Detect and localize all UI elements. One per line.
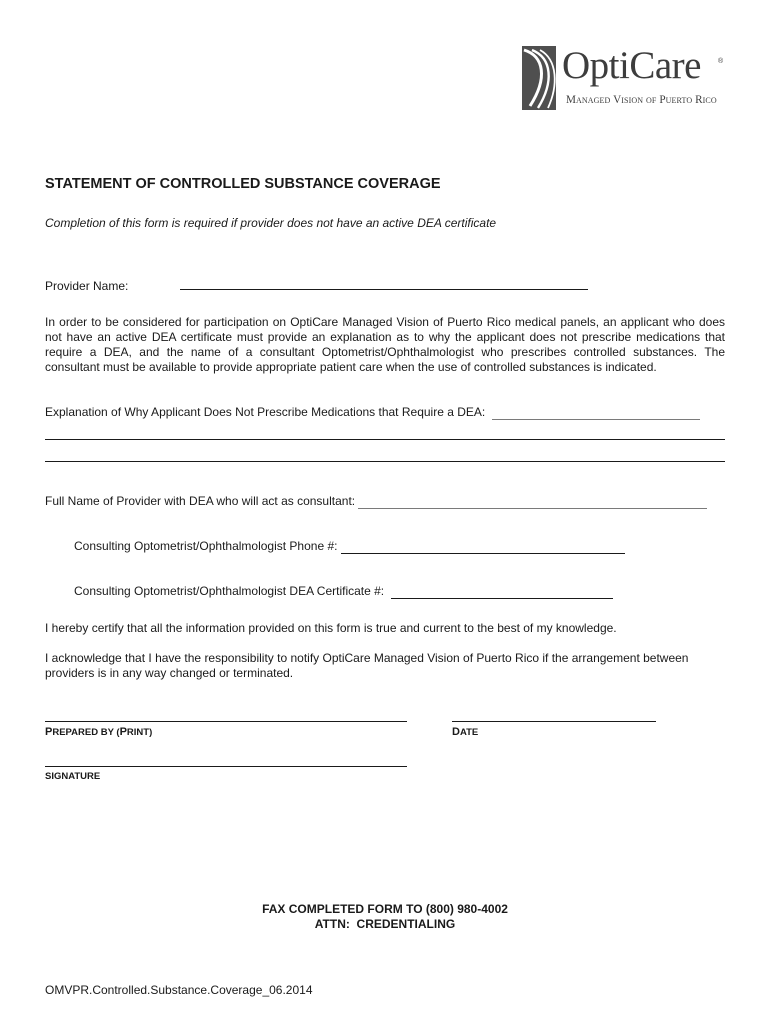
certify-statement: I hereby certify that all the information provided on this form is true and current to the best of my knowledge. xyxy=(45,621,617,635)
fax-line-2: ATTN: CREDENTIALING xyxy=(314,917,456,931)
opticare-logo xyxy=(522,44,732,114)
provider-name-label: Provider Name: xyxy=(45,279,129,293)
intro-paragraph: In order to be considered for participation on OptiCare Managed Vision of Puerto Rico medical panels, an applicant who does not have an active DEA certificate must provide an explanation as to why the applicant does not prescribe medications that require a DEA, and the name of a consultant Optometrist/Ophthalmologist who prescribes controlled substances. The consultant must be available to provide appropriate patient care when the use of controlled substances is indicated. xyxy=(45,315,725,374)
consultant-name-label: Full Name of Provider with DEA who will act as consultant: xyxy=(45,494,356,508)
acknowledge-statement: I acknowledge that I have the responsibility to notify OptiCare Managed Vision of Puerto Rico if the arrangement between providers is in any way changed or terminated. xyxy=(45,651,689,680)
date-label: DATE xyxy=(452,726,479,738)
explanation-row xyxy=(45,405,700,420)
fax-instructions xyxy=(0,902,770,932)
date-field[interactable] xyxy=(452,721,656,722)
consultant-phone-field[interactable] xyxy=(341,539,625,554)
explanation-line-2[interactable] xyxy=(45,439,725,440)
explanation-label: Explanation of Why Applicant Does Not Prescribe Medications that Require a DEA: xyxy=(45,405,486,419)
opticare-mark-icon xyxy=(522,46,558,112)
consultant-name-field[interactable] xyxy=(358,494,707,509)
signature-label: SIGNATURE xyxy=(45,771,101,782)
signature-field[interactable] xyxy=(45,766,407,767)
logo-subtitle: Managed Vision of Puerto Rico xyxy=(566,94,717,106)
consultant-dea-row xyxy=(74,584,613,599)
page-title: STATEMENT OF CONTROLLED SUBSTANCE COVERAGE xyxy=(45,176,441,192)
explanation-line-3[interactable] xyxy=(45,461,725,462)
logo-wordmark: OptiCare xyxy=(562,44,701,87)
consultant-dea-field[interactable] xyxy=(391,584,613,599)
prepared-by-field[interactable] xyxy=(45,721,407,722)
explanation-field[interactable] xyxy=(492,405,700,420)
consultant-dea-label: Consulting Optometrist/Ophthalmologist DEA Certificate #: xyxy=(74,584,385,598)
prepared-by-label: PREPARED BY (PRINT) xyxy=(45,726,153,738)
consultant-phone-label: Consulting Optometrist/Ophthalmologist Phone #: xyxy=(74,539,338,553)
form-subtitle: Completion of this form is required if provider does not have an active DEA certificate xyxy=(45,216,497,230)
consultant-name-row xyxy=(45,494,707,509)
fax-line-1: FAX COMPLETED FORM TO (800) 980-4002 xyxy=(262,902,508,916)
provider-name-field[interactable] xyxy=(180,289,588,290)
footer-form-code: OMVPR.Controlled.Substance.Coverage_06.2014 xyxy=(45,983,313,997)
consultant-phone-row xyxy=(74,539,625,554)
logo-registered-mark: ® xyxy=(718,58,724,65)
